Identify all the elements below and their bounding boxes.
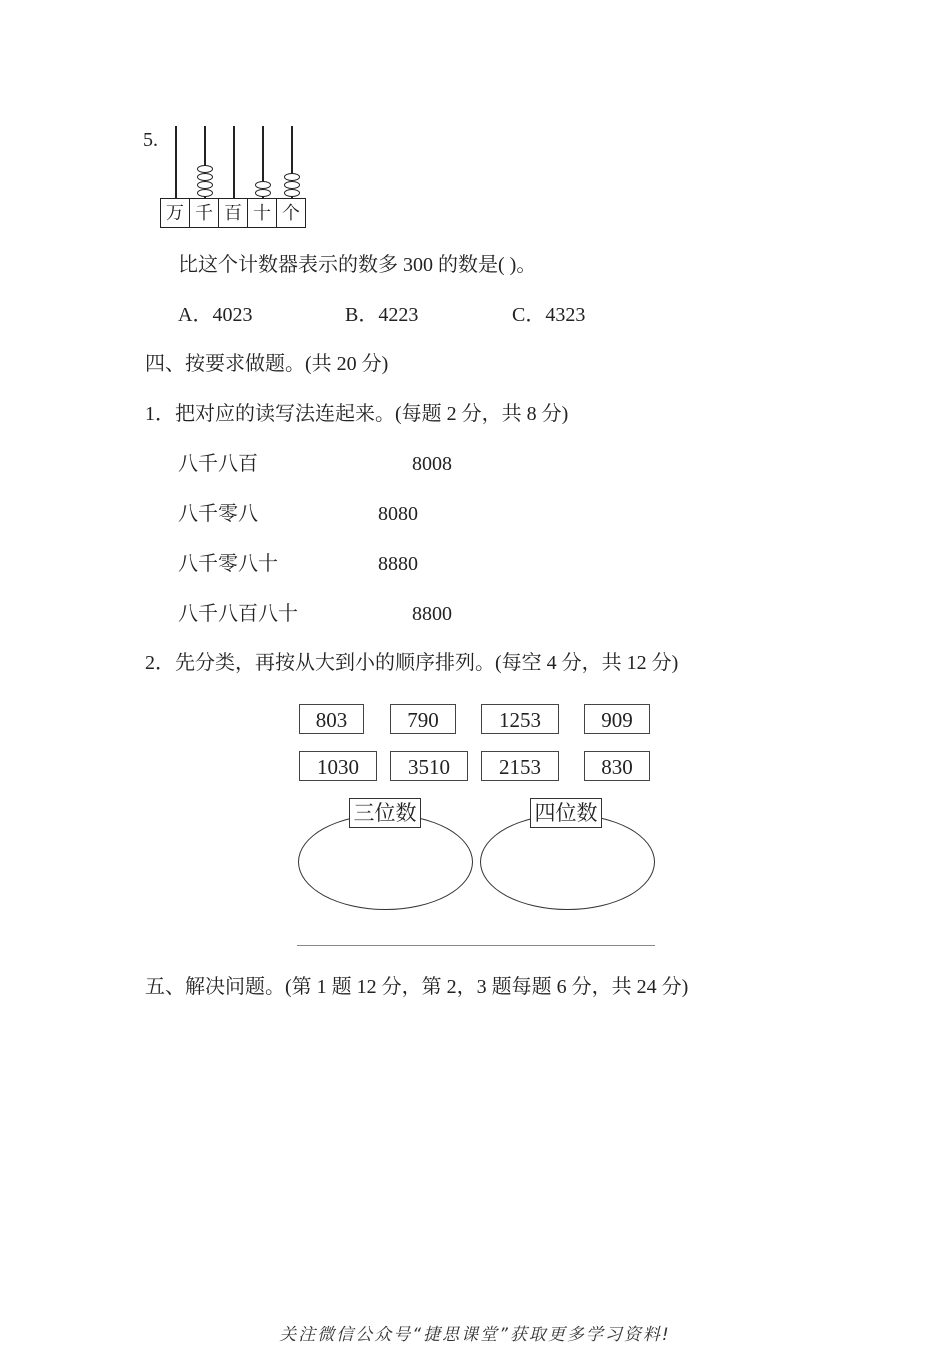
section-5-title: 五、解决问题。(第 1 题 12 分，第 2，3 题每题 6 分，共 24 分) [145,976,689,998]
number-box: 803 [299,704,364,734]
number-box: 790 [390,704,456,734]
section-4-q2-title: 2．先分类，再按从大到小的顺序排列。(每空 4 分，共 12 分) [145,652,679,674]
answer-divider-line [297,945,655,946]
number-box: 3510 [390,751,468,781]
option-c: C．4323 [512,304,586,326]
abacus-bead [255,189,271,197]
abacus-counter [160,126,310,230]
number-box: 1030 [299,751,377,781]
place-label-ge: 个 [282,203,300,223]
reading-word: 八千零八十 [178,553,278,575]
abacus-place-labels [160,198,306,228]
reading-word: 八千零八 [178,503,258,525]
abacus-rod-bai [233,126,235,198]
number-box: 909 [584,704,650,734]
abacus-bead [284,181,300,189]
abacus-bead [284,189,300,197]
section-4-q1-title: 1．把对应的读写法连起来。(每题 2 分，共 8 分) [145,403,569,425]
three-digit-group-ellipse [298,814,473,910]
number-box: 830 [584,751,650,781]
written-number: 8008 [412,453,452,475]
place-label-qian: 千 [190,199,219,227]
footer-note: 关注微信公众号“捷思课堂”获取更多学习资料! [279,1325,671,1345]
question-5-number: 5. [143,129,158,151]
place-label-bai: 百 [219,199,248,227]
place-label-shi: 十 [248,199,277,227]
abacus-bead [197,173,213,181]
option-a: A．4023 [178,304,253,326]
question-5-text: 比这个计数器表示的数多 300 的数是( )。 [178,254,537,276]
number-box: 1253 [481,704,559,734]
abacus-bead [197,165,213,173]
written-number: 8800 [412,603,452,625]
written-number: 8080 [378,503,418,525]
abacus-bead [197,189,213,197]
section-4-title: 四、按要求做题。(共 20 分) [145,353,389,375]
reading-word: 八千八百 [178,453,258,475]
abacus-rod-wan [175,126,177,198]
four-digit-group-ellipse [480,814,655,910]
place-label-wan: 万 [161,199,190,227]
reading-word: 八千八百八十 [178,603,298,625]
number-box: 2153 [481,751,559,781]
abacus-bead [255,181,271,189]
four-digit-label: 四位数 [530,798,602,828]
written-number: 8880 [378,553,418,575]
abacus-bead [197,181,213,189]
abacus-bead [284,173,300,181]
option-b: B．4223 [345,304,419,326]
three-digit-label: 三位数 [349,798,421,828]
